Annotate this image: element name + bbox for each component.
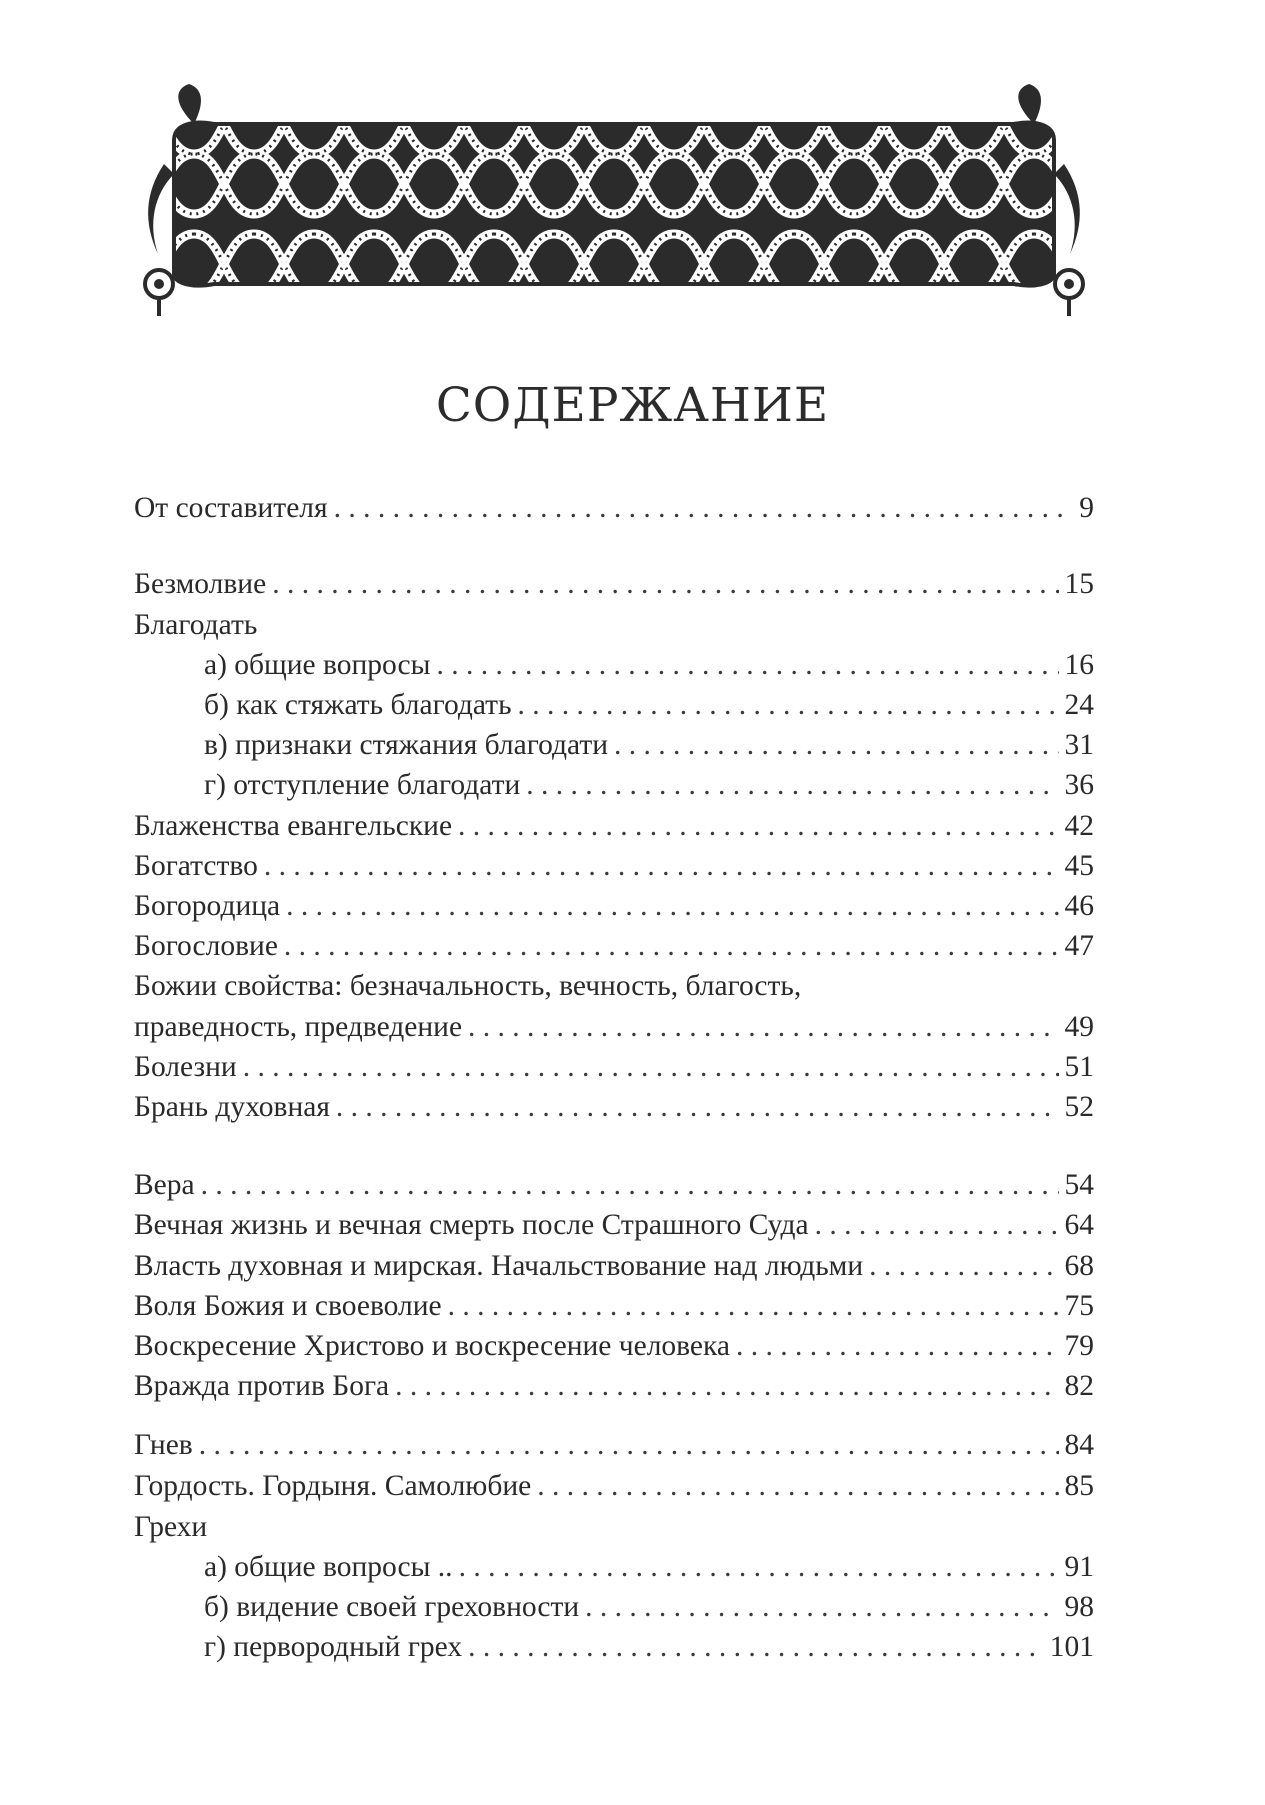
toc-entry[interactable]: Безмолвие . . . 15 [134, 564, 1094, 604]
knotwork-ornament-icon [134, 84, 1094, 316]
toc-entry[interactable]: Богатство . . . 45 [134, 846, 1094, 886]
toc-entry[interactable]: Богословие . . . 47 [134, 926, 1094, 966]
toc-subentry[interactable]: а) общие вопросы .. . . . 91 [204, 1547, 1094, 1587]
toc-entry[interactable]: Блаженства евангельские . . . 42 [134, 806, 1094, 846]
toc-entry[interactable]: Гордость. Гордыня. Самолюбие . . . 85 [134, 1466, 1094, 1506]
toc-entry[interactable]: Вера . . . 54 [134, 1165, 1094, 1205]
toc-entry[interactable]: Вражда против Бога . . . 82 [134, 1366, 1094, 1406]
toc-entry[interactable]: Власть духовная и мирская. Начальствование над людьми . . . 68 [134, 1246, 1094, 1286]
toc-section-heading: Грехи [134, 1511, 208, 1543]
toc-subentry[interactable]: б) как стяжать благодать . . . 24 [204, 685, 1094, 725]
toc-subentry[interactable]: в) признаки стяжания благодати . . . 31 [204, 725, 1094, 765]
toc-subentry[interactable]: а) общие вопросы . . . 16 [204, 645, 1094, 685]
toc-entry[interactable]: Болезни . . . 51 [134, 1047, 1094, 1087]
toc-entry[interactable]: От составителя . . . 9 [134, 488, 1094, 528]
toc-entry[interactable]: праведность, предведение . . . 49 [134, 1007, 1094, 1047]
toc-entry[interactable]: Вечная жизнь и вечная смерть после Страшного Суда . . . 64 [134, 1205, 1094, 1245]
toc-entry[interactable]: Воскресение Христово и воскресение человека . . . 79 [134, 1326, 1094, 1366]
toc-subentry[interactable]: б) видение своей греховности . . . 98 [204, 1587, 1094, 1627]
page-title: СОДЕРЖАНИЕ [435, 378, 830, 433]
toc-subentry[interactable]: г) первородный грех . . . 101 [204, 1627, 1094, 1667]
toc-section-heading: Благодать [134, 609, 258, 641]
toc-entry[interactable]: Воля Божия и своеволие . . . 75 [134, 1286, 1094, 1326]
toc-subentry[interactable]: г) отступление благодати . . . 36 [204, 765, 1094, 805]
toc-entry[interactable]: Гнев . . . 84 [134, 1425, 1094, 1465]
toc-entry[interactable]: Брань духовная . . . 52 [134, 1087, 1094, 1127]
toc-entry[interactable]: Богородица . . . 46 [134, 886, 1094, 926]
toc-entry-line: Божии свойства: безначальность, вечность, благость, [134, 970, 802, 1002]
